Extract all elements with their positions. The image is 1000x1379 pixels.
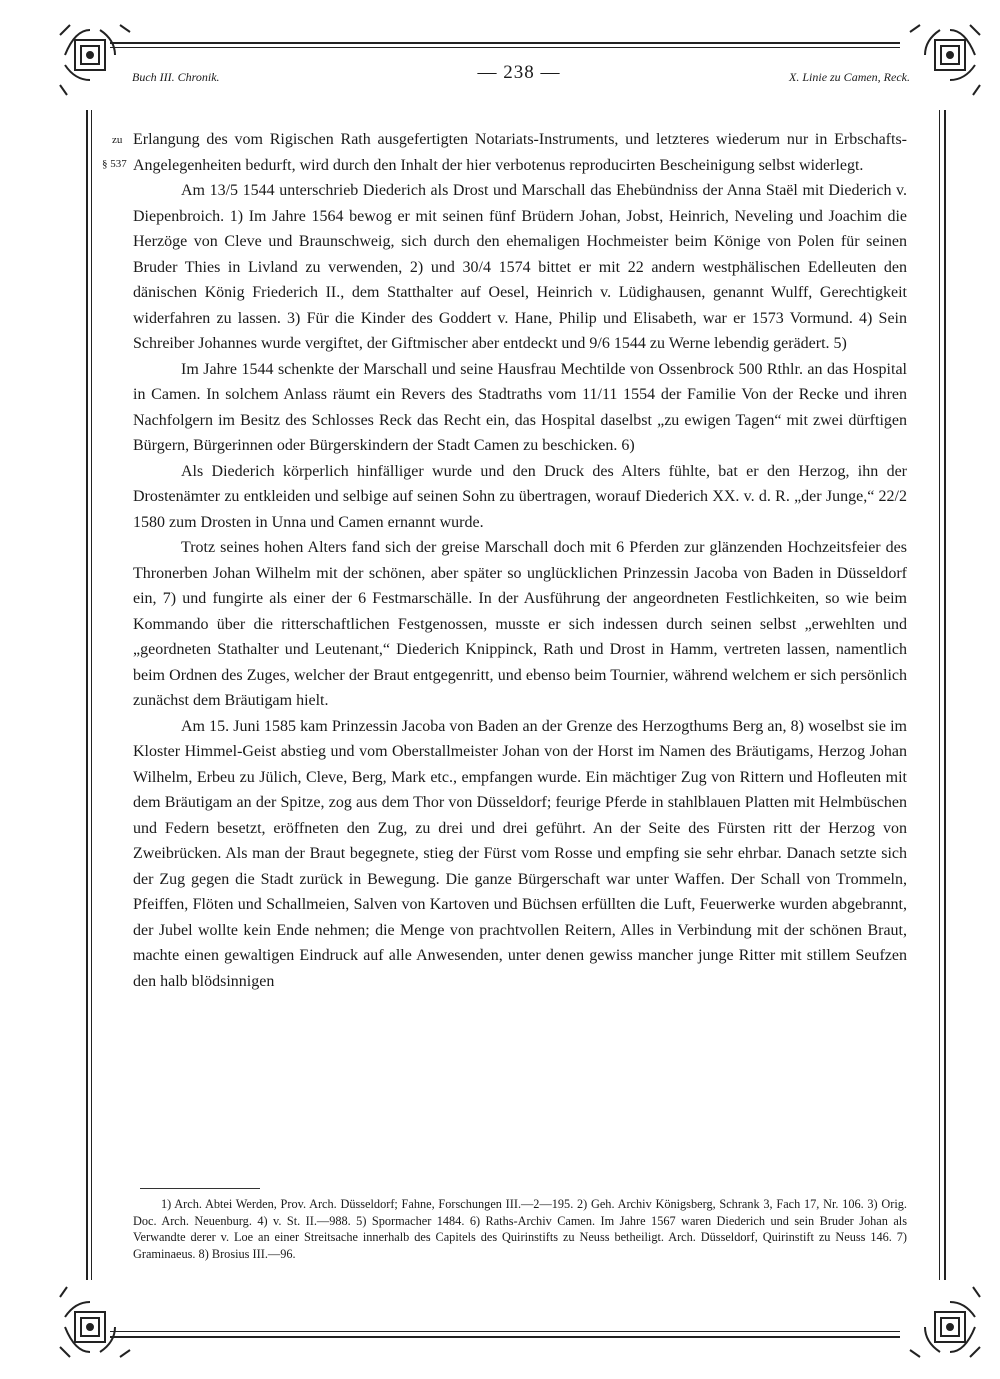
frame-right-rule-thin [939, 110, 940, 1280]
frame-left-rule [86, 110, 88, 1280]
corner-ornament-bottom-left-icon [55, 1282, 135, 1362]
frame-right-rule [944, 110, 946, 1280]
footnote-rule [140, 1188, 260, 1189]
header-right: X. Linie zu Camen, Reck. [789, 70, 910, 84]
header-left: Buch III. Chronik. [132, 70, 220, 84]
paragraph-6: Am 15. Juni 1585 kam Prinzessin Jacoba von Baden an der Grenze des Herzogthums Berg an, 8) woselbst sie im Kloster Himmel-Geist abstieg und vom Oberstallmeister Johan von der Horst im Namen des Bräutigams, Herzog Johan Wilhelm, Erbeu zu Jülich, Cleve, Berg, Mark etc., empfangen wurde. Ein mächtiger Zug von Rittern und Hofleuten mit dem Bräutigam an der Spitze, zog aus dem Thor von Düsseldorf; feurige Pferde in stahlblauen Platten mit Helmbüschen und Federn besetzt, eröffneten den Zug, zu drei und drei geführt. An der Seite des Fürsten ritt der Herzog von Zweibrücken. Als man der Braut begegnete, stieg der Fürst vom Rosse und empfing sie sehr ehrbar. Danach setzte sich der Zug gegen die Stadt zurück in Bewegung. Die ganze Bürgerschaft war unter Waffen. Der Schall von Trommeln, Pfeiffen, Flöten und Schallmeien, Salven von Kartoven und Büchsen erfüllten die Luft, Feuerwerke wurden abgebrannt, der Jubel wollte kein Ende nehmen; die Menge von prachtvollen Reitern, Alles in Verbindung mit der schönen Braut, machte einen gewaltigen Eindruck auf alle Anwesenden, unter denen gewiss mancher junge Ritter mit stillem Seufzen den halb blödsinnigen [133, 717, 907, 990]
paragraph-5: Trotz seines hohen Alters fand sich der greise Marschall doch mit 6 Pferden zur glänzenden Hochzeitsfeier des Thronerben Johan Wilhelm mit der schönen, aber später so unglücklichen Prinzessin Jacoba von Baden in Düsseldorf ein, 7) und fungirte als einer der 6 Festmarschälle. In der Ausführung der angeordneten Festlichkeiten, so wie beim Kommando über die ritterschaftlichen Festgenossen, musste er sich indessen durch seinen selbst „erwehlten und „geordneten Stathalter und Leutenant,“ Diederich Knippinck, Rath und Drost in Hamm, vertreten lassen, namentlich beim Ordnen des Zuges, welcher der Braut entgegenritt, und ebenso beim Tournier, während welchem er sich persönlich zunächst dem Bräutigam hielt. [133, 539, 907, 709]
corner-ornament-top-left-icon [55, 20, 135, 100]
frame-bottom-rule [110, 1336, 900, 1338]
paragraph-4: Als Diederich körperlich hinfälliger wurde und den Druck des Alters fühlte, bat er den Herzog, ihn der Drostenämter zu entkleiden und selbige auf seinen Sohn zu übertragen, worauf Diederich XX. v. d. R. „der Junge,“ 22/2 1580 zum Drosten in Unna und Camen ernannt wurde. [133, 462, 907, 531]
frame-top-rule [110, 42, 900, 44]
page-number: — 238 — [477, 62, 561, 83]
corner-ornament-top-right-icon [905, 20, 985, 100]
running-header [128, 62, 910, 88]
footnotes [133, 1196, 907, 1262]
body-text [133, 127, 907, 994]
paragraph-2: Am 13/5 1544 unterschrieb Diederich als Drost und Marschall das Ehebündniss der Anna Staël mit Diederich v. Diepenbroich. 1) Im Jahre 1564 bewog er mit seinen fünf Brüdern Johan, Jobst, Heinrich, Neveling und Joachim die Herzöge von Cleve und Braunschweig, sich durch den ehemaligen Hochmeister beim Könige von Polen für seinen Bruder Thies in Livland zu verwenden, 2) und 30/4 1574 bittet er mit 22 andern westphälischen Edelleuten den dänischen König Friederich II., dem Statthalter auf Oesel, Heinrich v. Lüdighausen, genannt Wulff, Gerechtigkeit widerfahren zu lassen. 3) Für die Kinder des Goddert v. Hane, Philip und Elisabeth, war er 1573 Vormund. 4) Sein Schreiber Johannes wurde vergiftet, der Giftmischer aber entdeckt und 9/6 1544 zu Werne lebendig gerädert. 5) [133, 182, 907, 352]
frame-top-rule-thin [110, 47, 900, 48]
footnote-text: 1) Arch. Abtei Werden, Prov. Arch. Düsseldorf; Fahne, Forschungen III.—2—195. 2) Geh. Archiv Königsberg, Schrank 3, Fach 17, Nr. 106. 3) Orig. Doc. Arch. Neuenburg. 4) v. St. II.—988. 5) Spormacher 1484. 6) Raths-Archiv Camen. Im Jahre 1567 waren Diederich und sein Bruder Johan als Verwandte derer v. Loe an einer Streitsache innerhalb des Capitels des Quirinstifts zu Neuss betheiligt. Arch. Düsseldorf, Quirinstift zu Neuss 146. 7) Graminaeus. 8) Brosius III.—96. [133, 1197, 907, 1261]
corner-ornament-bottom-right-icon [905, 1282, 985, 1362]
paragraph-1: Erlangung des vom Rigischen Rath ausgefertigten Notariats-Instruments, und letzteres wiederum nur in Erbschafts-Angelegenheiten bedurft, wird durch den Inhalt der hier verbotenus reproducirten Bescheinigung selbst widerlegt. [133, 131, 907, 174]
frame-bottom-rule-thin [110, 1331, 900, 1332]
paragraph-3: Im Jahre 1544 schenkte der Marschall und seine Hausfrau Mechtilde von Ossenbrock 500 Rthlr. an das Hospital in Camen. In solchem Anlass räumt ein Revers des Stadtraths vom 11/11 1554 der Familie Von der Recke und ihren Nachfolgern im Besitz des Schlosses Reck das Recht ein, das Hospital daselbst „zu ewigen Tagen“ mit zwei dürftigen Bürgern, Bürgerinnen oder Bürgerskindern der Stadt Camen zu beschicken. 6) [133, 360, 907, 454]
margin-note-section: § 537 [102, 158, 127, 170]
margin-note-zu: zu [112, 134, 123, 146]
frame-left-rule-thin [91, 110, 92, 1280]
